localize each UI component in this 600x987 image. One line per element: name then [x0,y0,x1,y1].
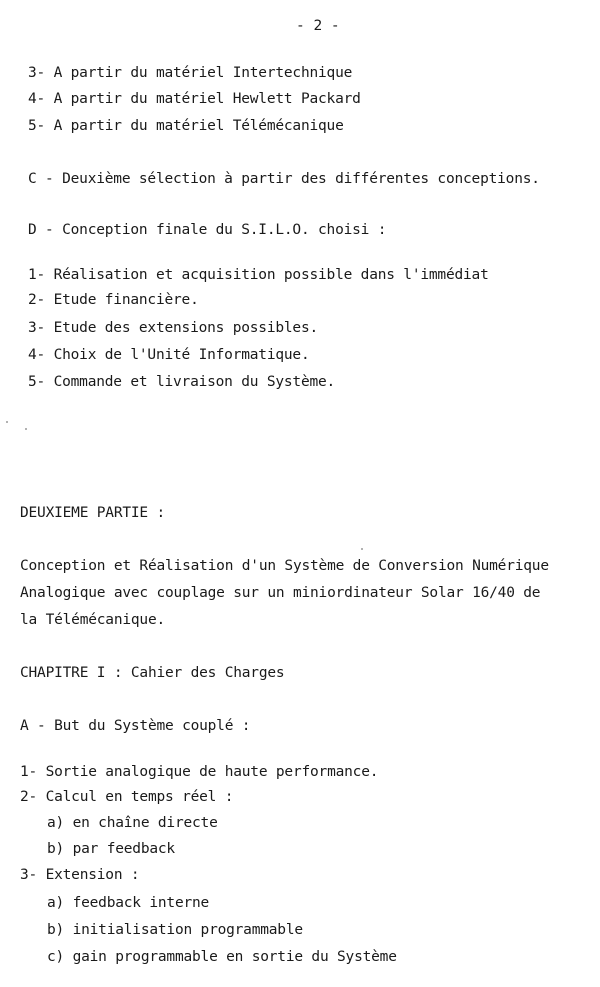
list-item: 4- A partir du matériel Hewlett Packard [28,91,361,107]
sub-list-item: a) en chaîne directe [47,815,218,831]
list-item: 3- Extension : [20,867,140,883]
sub-list-item: a) feedback interne [47,895,210,911]
part-description-line: Conception et Réalisation d'un Système de Conversion Numérique [20,558,549,574]
sub-list-item: c) gain programmable en sortie du Système [47,949,397,965]
section-heading-c: C - Deuxième sélection à partir des différentes conceptions. [28,171,540,187]
list-item: 2- Calcul en temps réel : [20,789,234,805]
sub-list-item: b) par feedback [47,841,175,857]
chapter-title: CHAPITRE I : Cahier des Charges [20,665,285,681]
scan-speck [361,548,363,550]
list-item: 3- A partir du matériel Intertechnique [28,65,353,81]
list-item: 2- Etude financière. [28,292,199,308]
list-item: 5- A partir du matériel Télémécanique [28,118,344,134]
section-heading-d: D - Conception finale du S.I.L.O. choisi : [28,222,387,238]
list-item: 4- Choix de l'Unité Informatique. [28,347,310,363]
page-number: - 2 - [296,18,340,34]
section-heading-a: A - But du Système couplé : [20,718,251,734]
list-item: 1- Sortie analogique de haute performance. [20,764,379,780]
sub-list-item: b) initialisation programmable [47,922,303,938]
list-item: 1- Réalisation et acquisition possible dans l'immédiat [28,267,489,283]
scan-speck [25,428,27,430]
list-item: 3- Etude des extensions possibles. [28,320,319,336]
list-item: 5- Commande et livraison du Système. [28,374,336,390]
part-title: DEUXIEME PARTIE : [20,505,166,521]
scan-speck [6,421,8,423]
part-description-line: la Télémécanique. [20,612,166,628]
part-description-line: Analogique avec couplage sur un miniordinateur Solar 16/40 de [20,585,541,601]
